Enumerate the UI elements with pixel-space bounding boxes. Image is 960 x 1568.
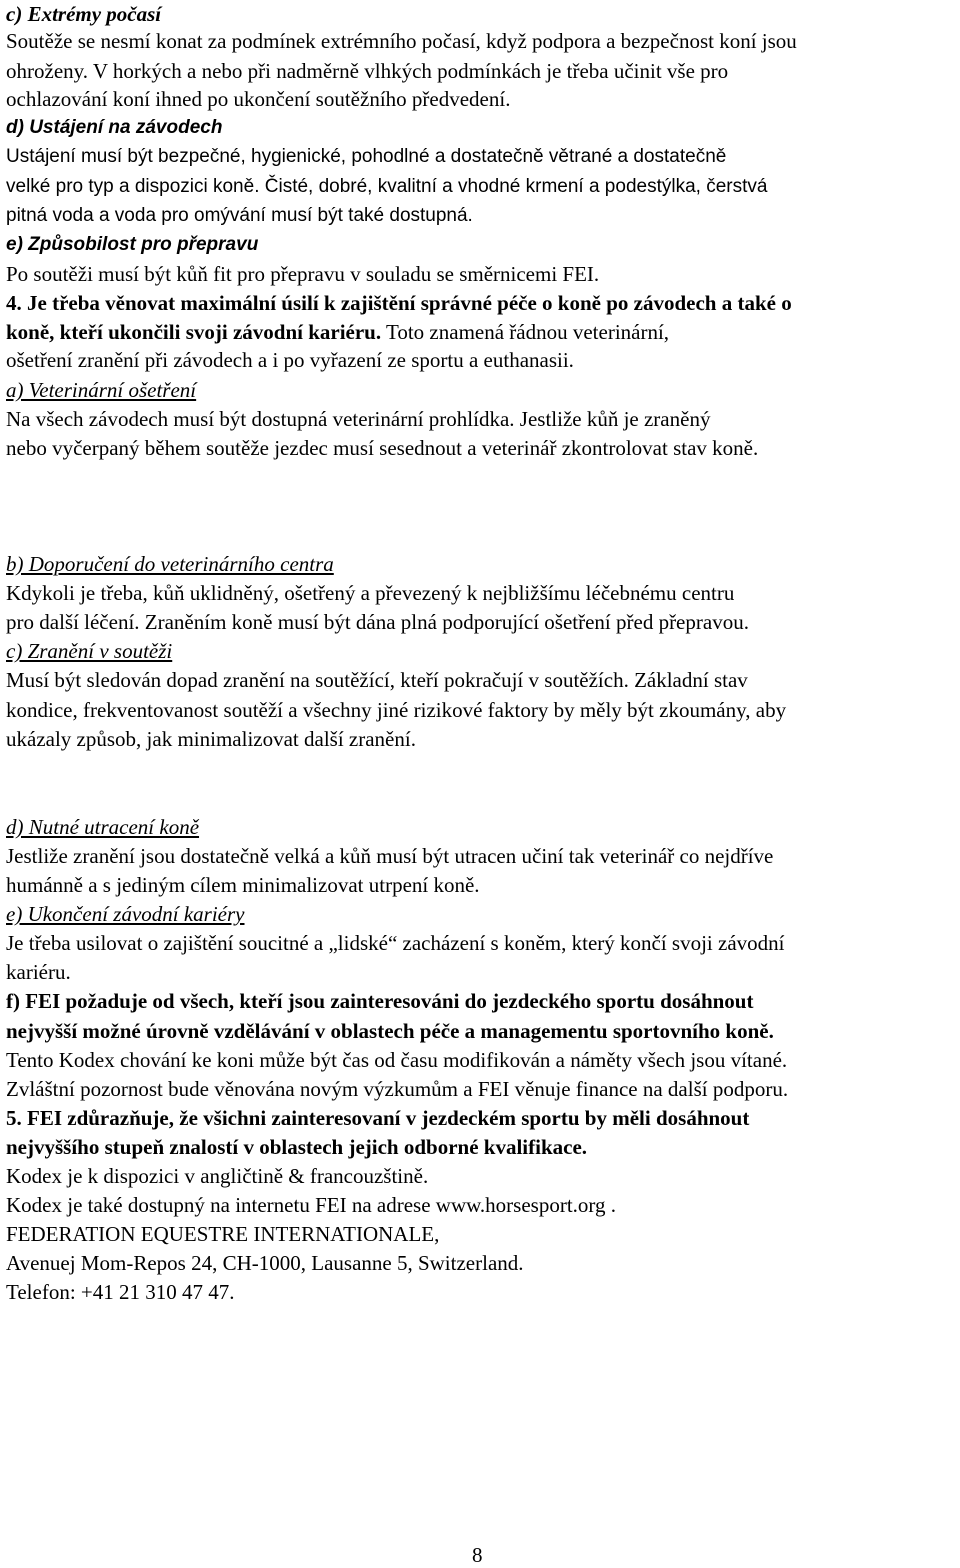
- paragraph-line: Jestliže zranění jsou dostatečně velká a kůň musí být utracen učiní tak veterinář co nejdříve: [6, 844, 774, 868]
- point-4-line: [6, 318, 669, 346]
- paragraph-line: Kodex je k dispozici v angličtině & francouzštině.: [6, 1164, 429, 1188]
- heading-stabling: d) Ustájení na závodech: [6, 117, 223, 138]
- heading-career-end: e) Ukončení závodní kariéry: [6, 902, 245, 926]
- heading-veterinary-care: a) Veterinární ošetření: [6, 378, 197, 402]
- paragraph-line: ohroženy. V horkých a nebo při nadměrně vlhkých podmínkách je třeba učinit vše pro: [6, 59, 729, 83]
- paragraph-line: Tento Kodex chování ke koni může být čas od času modifikován a náměty všech jsou vítané.: [6, 1048, 788, 1072]
- paragraph-line: humánně a s jediným cílem minimalizovat utrpení koně.: [6, 873, 480, 897]
- heading-transport-fitness: e) Způsobilost pro přepravu: [6, 234, 259, 255]
- point-5-bold-line: 5. FEI zdůrazňuje, že všichni zainteresovaní v jezdeckém sportu by měli dosáhnout: [6, 1106, 750, 1130]
- point-4-text: Toto znamená řádnou veterinární,: [381, 320, 670, 344]
- paragraph-line: kariéru.: [6, 960, 71, 984]
- paragraph-line: ochlazování koní ihned po ukončení soutěžního předvedení.: [6, 87, 511, 111]
- paragraph-line: nebo vyčerpaný během soutěže jezdec musí sesednout a veterinář zkontrolovat stav koně.: [6, 436, 759, 460]
- paragraph-line: Ustájení musí být bezpečné, hygienické, pohodlné a dostatečně větrané a dostatečně: [6, 146, 727, 167]
- heading-competition-injury: c) Zranění v soutěži: [6, 639, 173, 663]
- paragraph-line: Musí být sledován dopad zranění na soutěžící, kteří pokračují v soutěžích. Základní stav: [6, 668, 748, 692]
- phone-line: Telefon: +41 21 310 47 47.: [6, 1280, 235, 1304]
- organization-name: FEDERATION EQUESTRE INTERNATIONALE,: [6, 1222, 440, 1246]
- paragraph-line: pro další léčení. Zraněním koně musí být dána plná podporující ošetření před přepravou.: [6, 610, 749, 634]
- section-f-bold-line: nejvyšší možné úrovně vzdělávání v oblastech péče a managementu sportovního koně.: [6, 1019, 774, 1043]
- paragraph-line: kondice, frekventovanost soutěží a všechny jiné rizikové faktory by měly být zkoumány, aby: [6, 698, 787, 722]
- paragraph-line: ukázaly způsob, jak minimalizovat další zranění.: [6, 727, 416, 751]
- point-4-bold-text: koně, kteří ukončili svoji závodní kariéru.: [6, 320, 382, 344]
- paragraph-line: Je třeba usilovat o zajištění soucitné a „lidské“ zacházení s koněm, který končí svoji závodní: [6, 931, 785, 955]
- paragraph-line: Kdykoli je třeba, kůň uklidněný, ošetřený a převezený k nejbližšímu léčebnému centru: [6, 581, 735, 605]
- section-f-bold-line: f) FEI požaduje od všech, kteří jsou zainteresováni do jezdeckého sportu dosáhnout: [6, 989, 754, 1013]
- paragraph-line: ošetření zranění při závodech a i po vyřazení ze sportu a euthanasii.: [6, 348, 574, 372]
- paragraph-line: Na všech závodech musí být dostupná veterinární prohlídka. Jestliže kůň je zraněný: [6, 407, 711, 431]
- paragraph-line: velké pro typ a dispozici koně. Čisté, dobré, kvalitní a vhodné krmení a podestýlka, čerstvá: [6, 176, 768, 197]
- point-4-bold-line: 4. Je třeba věnovat maximální úsilí k zajištění správné péče o koně po závodech a také o: [6, 291, 792, 315]
- point-5-bold-line: nejvyššího stupeň znalostí v oblastech jejich odborné kvalifikace.: [6, 1135, 588, 1159]
- heading-extreme-weather: c) Extrémy počasí: [6, 2, 162, 26]
- paragraph-line: Soutěže se nesmí konat za podmínek extrémního počasí, když podpora a bezpečnost koní jsou: [6, 29, 797, 53]
- address-line: Avenuej Mom-Repos 24, CH-1000, Lausanne 5, Switzerland.: [6, 1251, 524, 1275]
- paragraph-line: pitná voda a voda pro omývání musí být také dostupná.: [6, 205, 473, 226]
- paragraph-line: Po soutěži musí být kůň fit pro přepravu v souladu se směrnicemi FEI.: [6, 262, 600, 286]
- website-line: Kodex je také dostupný na internetu FEI na adrese www.horsesport.org .: [6, 1193, 617, 1217]
- page-number: 8: [472, 1543, 483, 1567]
- heading-euthanasia: d) Nutné utracení koně: [6, 815, 200, 839]
- document-page: [6, 0, 956, 1568]
- heading-vet-center-referral: b) Doporučení do veterinárního centra: [6, 552, 334, 576]
- paragraph-line: Zvláštní pozornost bude věnována novým výzkumům a FEI věnuje finance na další podporu.: [6, 1077, 789, 1101]
